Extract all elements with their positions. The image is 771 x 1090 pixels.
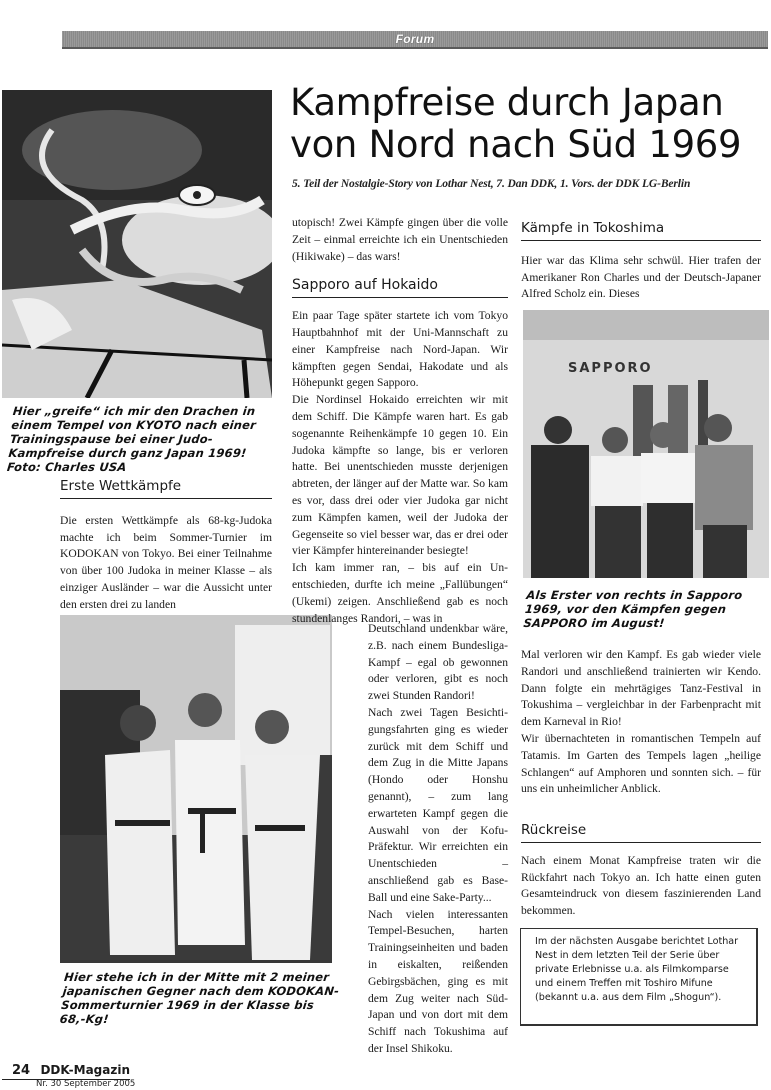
sapporo-sign-text: SAPPORO (568, 361, 653, 376)
next-issue-infobox: Im der nächsten Ausgabe berichtet Lothar Nest in dem letzten Teil der Serie über private Erlebnisse u.a. als Filmkomparse und einem Treffen mit Toshiro Mifune (bekannt u.a. aus dem Film „Shogun“). (520, 928, 758, 1026)
paragraph: Die Nordinsel Hokaido erreichten wir mit dem Schiff. Die Kämpfe waren hart. Es gab sogenannte Reihenkämpfe 10 gegen 10. Ein Judoka kämpfte so lange, bis er verloren hatte. Bei unentschieden musste derjenigen abtreten, der länger auf der Matte war. So kam es vor, dass drei oder vier Judoka gar nicht zum Kämpfen kamen, weil der Judoka der Gegenseite so viel besser war, das er drei oder vier Kämpfer hintereinander besiegte! (292, 393, 508, 558)
section-heading: Sapporo auf Hokaido (292, 277, 508, 298)
judoka-photo (60, 615, 332, 963)
paragraph: Mal verloren wir den Kampf. Es gab wieder viele Randori und anschließend trainierten wir Kendo. Dann folgte ein mehrtägiges Tanz-Festival in Tokushima – vergleichbar in der Farbenpracht mit dem Karneval in Rio! (521, 648, 761, 729)
footer-page-line (2, 1063, 130, 1080)
article-title-line2: von Nord nach Süd 1969 (290, 123, 742, 166)
sapporo-photo (523, 310, 769, 578)
section-tokoshima-continued (521, 647, 761, 798)
paragraph: Ich kam immer ran, – bis auf ein Unentschieden, durfte ich meine „Fallübungen“ (Ukemi) zeigen. Anschließend gab es noch stundenlanges Randori, – was in (292, 561, 508, 625)
dragon-photo-caption: Hier „greife“ ich mir den Drachen in einem Tempel von KYOTO nach einer Trainingspause bei einer Judo-Kampfreise durch ganz Japan 1969! Foto: Charles USA (6, 404, 257, 474)
section-heading: Kämpfe in Tokoshima (521, 220, 761, 241)
paragraph: Hier war das Klima sehr schwül. Hier trafen der Amerikaner Ron Charles und der Deutsch-Japaner Alfred Scholz ein. Dieses (521, 253, 761, 301)
dragon-image (2, 90, 272, 398)
paragraph: Ein paar Tage später startete ich vom Tokyo Hauptbahnhof mit der Uni-Mannschaft zu einer Kampfreise nach Nord-Japan. Wir kämpften gegen Sendai, Hakodate und als Höhepunkt gegen Sapporo. (292, 309, 508, 390)
paragraph: Wir übernachteten in romantischen Tempeln auf Tatamis. Im Garten des Tempels lagen „heilige Schlangen“ auf Amphoren und sonnten sich. – für uns ein unheimlicher Anblick. (521, 731, 761, 796)
paragraph: Die ersten Wettkämpfe als 68-kg-Judoka machte ich beim Sommer-Turnier im KODOKAN von Tokyo. Bei einer Teilnahme von über 100 Judoka in meiner Klasse – als einziger Ausländer – war die Aussicht unter den ersten drei zu landen (60, 513, 272, 611)
paragraph: Nach zwei Tagen Besichtigungsfahrten ging es wieder zurück mit dem Schiff und dem Zug in die Mitte Japans (Hondo oder Honshu genannt), – zum lang erwarteten Kampf gegen die Auswahl von der Kofu-Präfektur. Wir erreichten ein Unentschieden – anschließend gab es Base-Ball und eine Sake-Party... (368, 705, 508, 904)
judoka-image (60, 615, 332, 963)
middle-column-top (292, 215, 508, 627)
section-heading: Erste Wettkämpfe (60, 478, 272, 499)
article-subtitle: 5. Teil der Nostalgie-Story von Lothar Nest, 7. Dan DDK, 1. Vors. der DDK LG-Berlin (292, 178, 691, 190)
section-banner-label: Forum (395, 32, 435, 46)
section-banner (62, 31, 768, 49)
paragraph: Nach einem Monat Kampfreise traten wir die Rückfahrt nach Tokyo an. Ich hatte einen guten Gesamteindruck von diesem faszinierenden Land bekommen. (521, 853, 761, 918)
sapporo-photo-caption: Als Erster von rechts in Sapporo 1969, vor den Kämpfen gegen SAPPORO im August! (522, 588, 744, 630)
sapporo-image (523, 310, 769, 578)
paragraph: utopisch! Zwei Kämpfe gingen über die volle Zeit – einmal erreichte ich ein Unentschieden (Hikiwake) – das wars! (292, 216, 508, 263)
section-tokoshima (521, 220, 761, 303)
section-erste-wettkaempfe (60, 478, 272, 614)
magazine-name: DDK-Magazin (40, 1063, 130, 1077)
middle-column-bottom (368, 621, 508, 1058)
article-title-line1: Kampfreise durch Japan (290, 81, 724, 124)
section-heading: Rückreise (521, 822, 761, 843)
page-number: 24 (12, 1063, 31, 1078)
section-rueckreise (521, 822, 761, 920)
dragon-photo (2, 90, 272, 398)
paragraph: Deutschland undenkbar wäre, z.B. nach einem Bundesliga-Kampf – egal ob gewonnen oder verloren, gibt es noch zwei Stunden Randori! (368, 622, 508, 703)
judoka-photo-caption: Hier stehe ich in der Mitte mit 2 meiner japanischen Gegner nach dem KODOKAN-Sommerturnier 1969 in der Klasse bis 68,-Kg! (59, 970, 340, 1026)
paragraph: Nach vielen interessanten Tempel-Besuchen, harten Trainingseinheiten und baden in eiskalten, reißenden Gebirgsbächen, ging es mit dem Zug weiter nach Süd-Japan und von dort mit dem Schiff nach Tokushima auf der Insel Shikoku. (368, 907, 508, 1055)
article-title (290, 82, 760, 166)
issue-info: Nr. 30 September 2005 (36, 1079, 136, 1089)
